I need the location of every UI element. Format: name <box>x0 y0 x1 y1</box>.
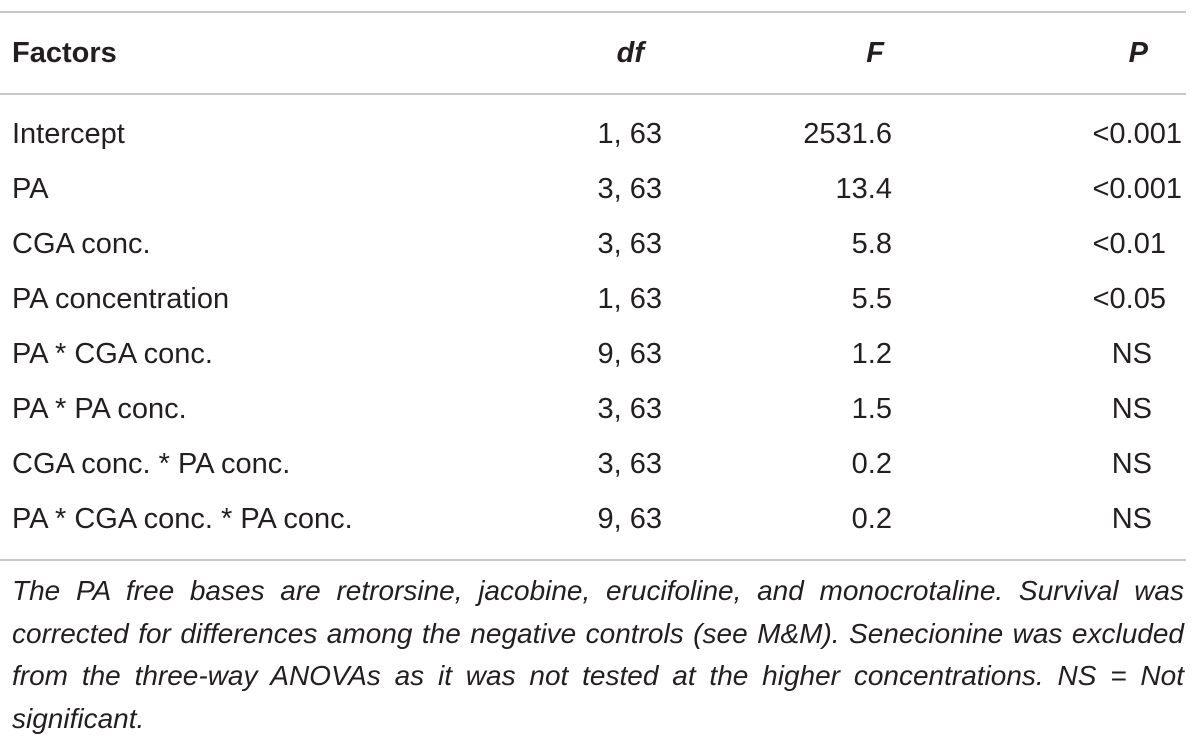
cell-factor: PA * CGA conc. * PA conc. <box>12 503 353 535</box>
cell-df: 3, 63 <box>597 228 662 260</box>
cell-factor: CGA conc. * PA conc. <box>12 448 291 480</box>
cell-df: 3, 63 <box>597 393 662 425</box>
cell-factor: PA * CGA conc. <box>12 338 213 370</box>
cell-p: <0.01 <box>1092 228 1166 260</box>
cell-factor: Intercept <box>12 118 125 150</box>
table-row <box>0 217 1186 271</box>
header-factors: Factors <box>12 37 117 69</box>
cell-f: 1.2 <box>851 338 892 370</box>
cell-df: 9, 63 <box>597 503 662 535</box>
cell-df: 1, 63 <box>597 283 662 315</box>
table-row <box>0 327 1186 381</box>
cell-f: 1.5 <box>851 393 892 425</box>
table-row <box>0 162 1186 216</box>
cell-p: NS <box>1111 393 1152 425</box>
cell-f: 13.4 <box>835 173 892 205</box>
table-row <box>0 492 1186 546</box>
cell-df: 3, 63 <box>597 448 662 480</box>
cell-p: <0.001 <box>1092 118 1182 150</box>
cell-f: 2531.6 <box>803 118 892 150</box>
table-top-rule <box>0 11 1186 13</box>
header-p: P <box>1128 37 1148 69</box>
cell-f: 5.8 <box>851 228 892 260</box>
cell-factor: PA <box>12 173 49 205</box>
table-row <box>0 107 1186 161</box>
cell-f: 0.2 <box>851 503 892 535</box>
cell-df: 1, 63 <box>597 118 662 150</box>
table-header-row <box>0 25 1186 81</box>
cell-factor: PA * PA conc. <box>12 393 187 425</box>
cell-p: <0.001 <box>1092 173 1182 205</box>
table-header-rule <box>0 93 1186 95</box>
cell-df: 3, 63 <box>597 173 662 205</box>
cell-p: <0.05 <box>1092 283 1166 315</box>
cell-f: 0.2 <box>851 448 892 480</box>
table-row <box>0 437 1186 491</box>
cell-p: NS <box>1111 503 1152 535</box>
cell-factor: CGA conc. <box>12 228 151 260</box>
table-row <box>0 272 1186 326</box>
cell-f: 5.5 <box>851 283 892 315</box>
table-bottom-rule <box>0 559 1186 561</box>
header-df: df <box>616 37 644 69</box>
header-f: F <box>866 37 884 69</box>
table-row <box>0 382 1186 436</box>
cell-p: NS <box>1111 338 1152 370</box>
cell-df: 9, 63 <box>597 338 662 370</box>
cell-p: NS <box>1111 448 1152 480</box>
cell-factor: PA concentration <box>12 283 230 315</box>
table-footnote: The PA free bases are retrorsine, jacobine, erucifoline, and monocrotaline. Survival was corrected for differences among the negative controls (see M&M). Senecionine was excluded from the three-way ANOVAs as it was not tested at the higher concentrations. NS = Not significant. <box>12 575 1184 734</box>
